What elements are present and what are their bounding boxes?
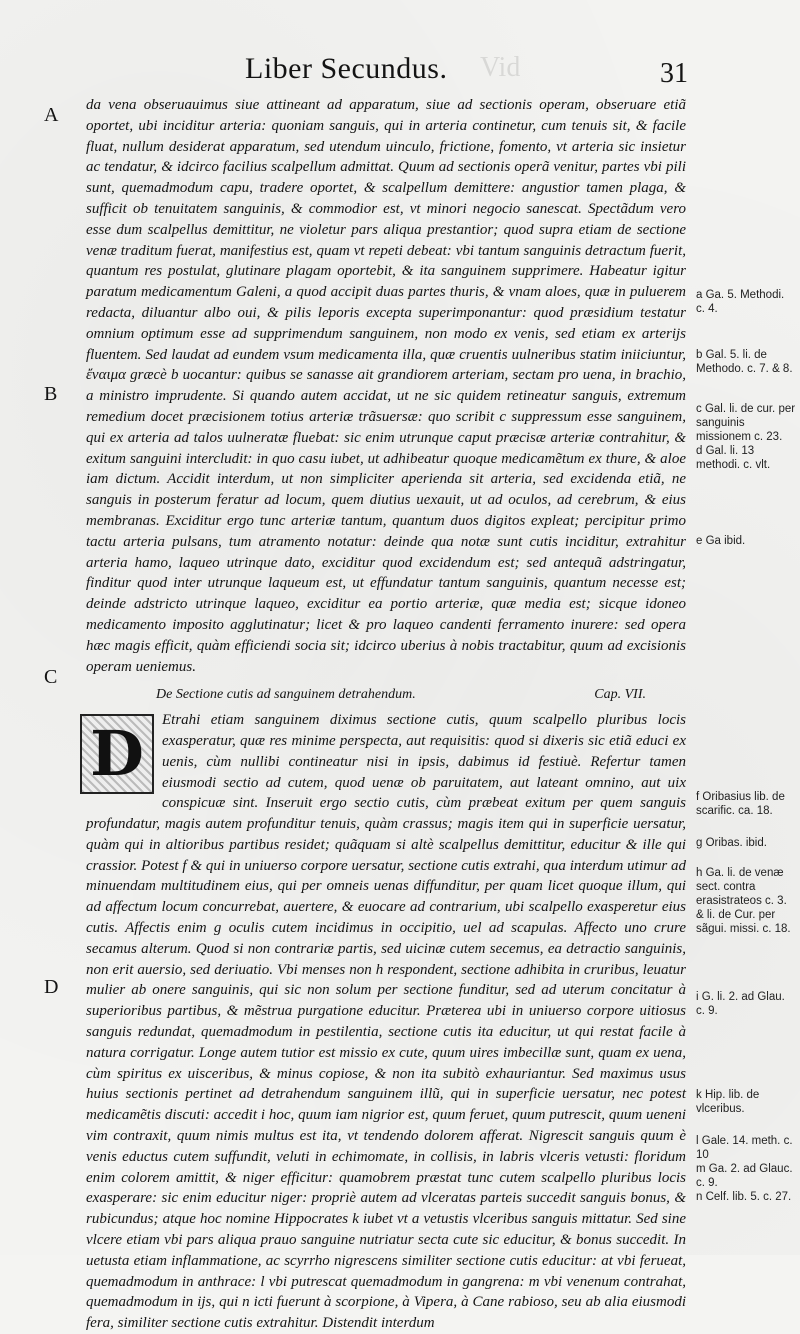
- marginal-note-m: m Ga. 2. ad Glauc. c. 9.: [696, 1163, 793, 1189]
- section-letter-c: C: [44, 666, 58, 688]
- marginal-note-f: f Oribasius lib. de scarific. ca. 18.: [696, 791, 785, 817]
- marginal-note-g: g Oribas. ibid.: [696, 837, 767, 849]
- section-letter-b: B: [44, 383, 58, 405]
- marginal-note-l: l Gale. 14. meth. c. 10: [696, 1135, 793, 1161]
- marginal-note-h: h Ga. li. de venæ sect. contra erasistrateos c. 3. & li. de Cur. per sãgui. missi. c. 18.: [696, 867, 791, 935]
- page-number: 31: [660, 58, 688, 89]
- bleed-through-text: Vid: [480, 52, 521, 83]
- marginal-note-e: e Ga ibid.: [696, 535, 746, 547]
- marginal-note-n: n Celf. lib. 5. c. 27.: [696, 1191, 792, 1203]
- marginal-note-b: b Gal. 5. li. de Methodo. c. 7. & 8.: [696, 349, 793, 375]
- chapter-number: Cap. VII.: [594, 687, 646, 703]
- chapter-heading: [156, 685, 646, 706]
- decorated-initial: D: [80, 714, 154, 794]
- chapter-title: De Sectione cutis ad sanguinem detrahendum.: [156, 687, 416, 703]
- section-letter-a: A: [44, 104, 59, 126]
- paragraph-1: da vena obseruauimus siue attineant ad apparatum, siue ad sectionis operam, obseruare etiã oportet, ubi inciditur arteria: quoniam sanguis, qui in arteria continetur, cum tenuis sit, & facile fluat, nullum desiderat apparatum, sed utendum uinculo, frictione, fomento, vt arteria sic insietur ac tendatur, & idcirco facilius scalpellum admittat. Quum ad sectionis operã venitur, partes vbi pili sunt, quemadmodum capu, tradere oportet, & scalpellum demittere: angustior tamen plaga, & sufficit ob tenuitatem sanguinis, & commodior est, vt minori negocio sanescat. Spectãdum vero esse dum scalpellus demittitur, ne violetur pars aliqua prestantior; quod supra etiam de sectione venæ traditum fuerat, manifestius est, quam vt repeti debeat: vbi tantum sanguinis detractum fuerit, quantum res postulat, glutinare plagam oportebit, & ita sanguinem supprimere. Habeatur igitur paratum medicamentum Galeni, a quod accipit duas partes thuris, & vnam aloes, quæ in puluerem redacta, diluantur albo oui, & pilis leporis excepta superimponantur: quod præsidium testatur omnium optimum esse ad supprimendum sanguinem, non modo ex venis, sed etiam ex arterijs fluentem. Sed laudat ad eundem vsum medicamenta illa, quæ cruentis uulneribus statim iniiciuntur, ἔναιμα græcè b uocantur: quibus se sanasse ait grandiorem arteriam, sectam pro uena, in brachio, a ministro imprudente. Si quando autem accidat, ut ne sic quidem retineatur sanguis, extremum remedium docet præcisionem totius arteriæ trãsuersæ: quo scribit c suppressum esse sanguinem, qui ex arteria ad talos uulneratæ fluebat: sic enim utrunque caput præcisæ arteriæ contrahitur, & exitum sanguini intercludit: in quo casu iubet, ut adhibeatur quoque medicamẽtum ex thure, & aloe iam dictum. Accidit interdum, ut non simpliciter aperienda sit arteria, sed excidenda etiã, ne sanguis in posterum feratur ad locum, quem diutius uexauit, ut ad oculos, ad cerebrum, & eius membranas. Exciditur ergo tunc arteriæ tantum, quantum duos digitos expleat; percipitur primo tactu arteria pulsans, tum atramento notatur: deinde qua notæ sunt cutis inciditur, extrahitur arteria hamo, laqueo utrinque dato, exciditur quod excidendum est; sed antequã adstringatur, finditur quod inter utrunque laqueum est, ut effundatur tantum sanguinis, quantum necesse est; deinde adstricto utrinque laqueo, exciditur ea portio arteriæ, quæ media est; sicque idoneo medicamento imposito agglutinatur; licet & pro laqueo candenti ferramento inurere: sed opera hæc magis efficit, quàm efficiendi socia sit; idcirco uberius à nobis tractabitur, quum ad excisionis operam ueniemus.: [86, 97, 686, 675]
- paragraph-2: Etrahi etiam sanguinem diximus sectione cutis, quum scalpello pluribus locis exasperatur, quæ res minime perspecta, aut requisitis: quod si dixeris sic etiã educi ex uenis, cùm nullibi contineatur nisi in ipsis, dabimus id festiuè. Refertur tamen eiusmodi sectio ad cutem, quod uenæ ob paruitatem, aut lateant omnino, aut uix conspicuæ sint. Inseruit ergo sectio cutis, cùm præbeat exitum per quem sanguis profundatur, magis autem profunditur tenuis, quàm crassus; magis item qui in superficie uersatur, quàm qui in altioribus partibus residet; quãquam si altè scalpellus demittitur, educitur & ille qui crassior. Potest f & qui in uniuerso corpore uersatur, sectione cutis extrahi, qua interdum utimur ad minuendam multitudinem eius, qui per omneis uenas diffunditur, per quam licet quoque illum, qui ad affectum locum concurrebat, auertere, & euocare ad contrarium, ubi scalpello exasperetur eius cutis. Affectis enim g oculis cutem incidimus in occipitio, uel ad scapulas. Affecto uno crure secamus alterum. Quod si non contrariæ partis, sed uicinæ cutem secemus, ea detractio sanguinis, non erit auersio, sed deriuatio. Vbi menses non h respondent, sectione adhibita in cruribus, leuatur mulier ab onere sanguinis, qui sic non solum per sectione funditur, sed ad uterum concitatur à superioribus partibus, & mẽstrua purgatione educitur. Præterea ubi in uniuerso corpore uitiosus sanguis redundat, quemadmodum in pestilentia, sectione cutis ita educitur, ut qui restat facile à natura corrigatur. Longe autem tutior est missio ex cute, quum uires imbecillæ sunt, quam ex uena, cùm spiritus ex uisceribus, & minus copiose, & non ita subitò exhauriantur. Sed maximus usus huius sectionis pertinet ad detrahendum sanguinem illũ, qui in superficie uersatur, nec potest medicamẽtis discuti: accedit i hoc, quum iam nigrior est, quum feruet, quum putrescit, quum ueneni vim contraxit, quum nimis multus est ita, vt tendendo dolorem afferat. Nigrescit sanguis quum è venis eductus cutem suffundit, veluti in echimomate, in collisis, in labris vlceris vetusti: floridum enim colorem amittit, & niger efficitur: quamobrem præstat tunc cutem scalpello pluribus locis exasperare: sic enim educitur niger: propriè autem ad vlceratas parteis succedit sanguis bonus, & rubicundus; atque hoc nomine Hippocrates k iubet vt a vetustis vlceribus sanguis mittatur. Sed sine vlcere etiam vbi pars aliqua prauo sanguine nutriatur secta cute sic educitur, & bonus succedit. In uetusta etiam inflammatione, ac scyrrho nigrescens similiter sectione cutis educitur: at vbi ferueat, quemadmodum in anthrace: l vbi putrescat quemadmodum in gangrena: m vbi venenum contrahat, quemadmodum in ijs, qui n icti fuerunt à scorpione, à Vipera, à Cane rabioso, seu ab alia eiusmodi fera, similiter sectione cutis extrahitur. Distendit interdum: [86, 712, 686, 1332]
- marginal-note-c: c Gal. li. de cur. per sanguinis missionem c. 23.: [696, 403, 796, 443]
- marginal-note-d: d Gal. li. 13 methodi. c. vlt.: [696, 445, 771, 471]
- running-title: Liber Secundus.: [245, 52, 448, 85]
- marginal-note-a: a Ga. 5. Methodi. c. 4.: [696, 289, 785, 315]
- main-text-block: [86, 95, 686, 1334]
- marginal-note-i: i G. li. 2. ad Glau. c. 9.: [696, 991, 785, 1017]
- paragraph-2-block: [86, 710, 686, 1334]
- section-letter-d: D: [44, 976, 59, 998]
- marginal-note-k: k Hip. lib. de vlceribus.: [696, 1089, 760, 1115]
